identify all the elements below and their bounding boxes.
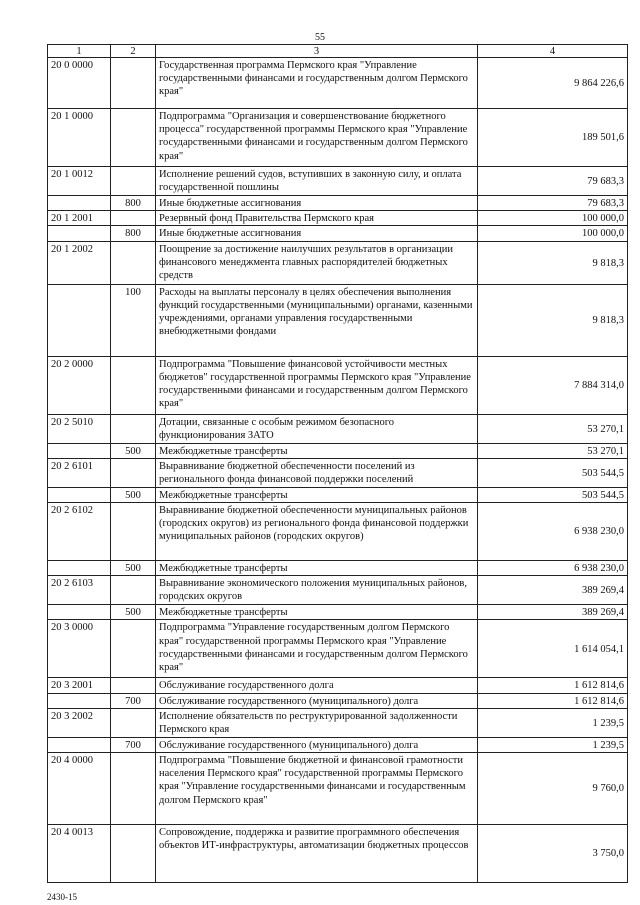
code-cell [48, 487, 111, 502]
table-row [48, 167, 628, 196]
type-cell [111, 58, 156, 109]
type-cell [111, 576, 156, 605]
code-cell [48, 226, 111, 241]
name-cell: Межбюджетные трансферты [156, 443, 478, 458]
code-cell [48, 284, 111, 356]
code-cell: 20 3 2001 [48, 678, 111, 693]
table-row [48, 414, 628, 443]
type-cell: 500 [111, 487, 156, 502]
type-cell: 800 [111, 226, 156, 241]
type-cell: 500 [111, 605, 156, 620]
code-cell: 20 1 0000 [48, 109, 111, 167]
type-cell [111, 414, 156, 443]
table-row [48, 211, 628, 226]
type-cell [111, 241, 156, 284]
name-cell: Обслуживание государственного (муниципального) долга [156, 737, 478, 752]
table-row [48, 561, 628, 576]
type-cell: 800 [111, 196, 156, 211]
table-row [48, 708, 628, 737]
table-row [48, 693, 628, 708]
type-cell [111, 708, 156, 737]
amount-cell: 79 683,3 [478, 167, 628, 196]
type-cell [111, 167, 156, 196]
name-cell: Межбюджетные трансферты [156, 561, 478, 576]
amount-cell: 6 938 230,0 [478, 503, 628, 561]
table-row [48, 109, 628, 167]
name-cell: Подпрограмма "Организация и совершенствование бюджетного процесса" государственной программы Пермского края "Управление государственными финансами и государственным долгом Пермского края" [156, 109, 478, 167]
code-cell: 20 3 2002 [48, 708, 111, 737]
code-cell: 20 2 6103 [48, 576, 111, 605]
table-row [48, 487, 628, 502]
type-cell: 700 [111, 737, 156, 752]
name-cell: Резервный фонд Правительства Пермского края [156, 211, 478, 226]
table-row [48, 356, 628, 414]
name-cell: Поощрение за достижение наилучших результатов в организации финансового менеджмента главных распорядителей бюджетных средств [156, 241, 478, 284]
amount-cell: 189 501,6 [478, 109, 628, 167]
code-cell: 20 2 6101 [48, 458, 111, 487]
table-row [48, 241, 628, 284]
code-cell: 20 3 0000 [48, 620, 111, 678]
name-cell: Расходы на выплаты персоналу в целях обеспечения выполнения функций государственными (муниципальными) органами, казенными учреждениями, органами управления государственными внебюджетными фондами [156, 284, 478, 356]
table-row [48, 226, 628, 241]
name-cell: Выравнивание бюджетной обеспеченности муниципальных районов (городских округов) из регионального фонда финансовой поддержки муниципальных районов (городских округов) [156, 503, 478, 561]
table-row [48, 620, 628, 678]
type-cell [111, 109, 156, 167]
amount-cell: 1 612 814,6 [478, 693, 628, 708]
name-cell: Исполнение решений судов, вступивших в законную силу, и оплата государственной пошлины [156, 167, 478, 196]
name-cell: Выравнивание экономического положения муниципальных районов, городских округов [156, 576, 478, 605]
header-row [48, 45, 628, 58]
amount-cell: 53 270,1 [478, 443, 628, 458]
code-cell: 20 0 0000 [48, 58, 111, 109]
document-code: 2430-15 [47, 892, 77, 902]
table-row [48, 443, 628, 458]
name-cell: Подпрограмма "Повышение финансовой устойчивости местных бюджетов" государственной программы Пермского края "Управление государственными финансами и государственным долгом Пермского края" [156, 356, 478, 414]
code-cell: 20 2 5010 [48, 414, 111, 443]
table-row [48, 576, 628, 605]
name-cell: Межбюджетные трансферты [156, 487, 478, 502]
type-cell [111, 211, 156, 226]
table-row [48, 737, 628, 752]
type-cell: 500 [111, 561, 156, 576]
code-cell: 20 1 2001 [48, 211, 111, 226]
page-number: 55 [315, 32, 325, 43]
amount-cell: 503 544,5 [478, 487, 628, 502]
amount-cell: 53 270,1 [478, 414, 628, 443]
amount-cell: 1 614 054,1 [478, 620, 628, 678]
amount-cell: 7 884 314,0 [478, 356, 628, 414]
type-cell [111, 753, 156, 825]
amount-cell: 389 269,4 [478, 605, 628, 620]
amount-cell: 100 000,0 [478, 226, 628, 241]
type-cell [111, 356, 156, 414]
name-cell: Иные бюджетные ассигнования [156, 196, 478, 211]
amount-cell: 503 544,5 [478, 458, 628, 487]
code-cell [48, 196, 111, 211]
table-row [48, 605, 628, 620]
code-cell: 20 2 6102 [48, 503, 111, 561]
code-cell: 20 4 0013 [48, 825, 111, 883]
header-col-3: 3 [156, 45, 478, 58]
table-row [48, 196, 628, 211]
name-cell: Сопровождение, поддержка и развитие программного обеспечения объектов ИТ-инфраструктуры, автоматизации бюджетных процессов [156, 825, 478, 883]
table-row [48, 678, 628, 693]
amount-cell: 1 612 814,6 [478, 678, 628, 693]
amount-cell: 3 750,0 [478, 825, 628, 883]
name-cell: Выравнивание бюджетной обеспеченности поселений из регионального фонда финансовой поддержки поселений [156, 458, 478, 487]
type-cell [111, 678, 156, 693]
amount-cell: 9 818,3 [478, 241, 628, 284]
type-cell: 500 [111, 443, 156, 458]
amount-cell: 1 239,5 [478, 737, 628, 752]
name-cell: Подпрограмма "Управление государственным долгом Пермского края" государственной программы Пермского края "Управление государственными финансами и государственным долгом Пермского края" [156, 620, 478, 678]
code-cell [48, 605, 111, 620]
name-cell: Обслуживание государственного (муниципального) долга [156, 693, 478, 708]
name-cell: Иные бюджетные ассигнования [156, 226, 478, 241]
amount-cell: 9 760,0 [478, 753, 628, 825]
code-cell: 20 1 2002 [48, 241, 111, 284]
code-cell [48, 443, 111, 458]
amount-cell: 389 269,4 [478, 576, 628, 605]
type-cell [111, 620, 156, 678]
table-row [48, 458, 628, 487]
type-cell [111, 458, 156, 487]
name-cell: Дотации, связанные с особым режимом безопасного функционирования ЗАТО [156, 414, 478, 443]
header-col-2: 2 [111, 45, 156, 58]
name-cell: Подпрограмма "Повышение бюджетной и финансовой грамотности населения Пермского края" государственной программы Пермского края "Управление государственными финансами и государственным долгом Пермского края" [156, 753, 478, 825]
header-col-4: 4 [478, 45, 628, 58]
table-row [48, 58, 628, 109]
table-row [48, 503, 628, 561]
budget-table [47, 44, 628, 883]
code-cell: 20 4 0000 [48, 753, 111, 825]
type-cell: 100 [111, 284, 156, 356]
amount-cell: 100 000,0 [478, 211, 628, 226]
table-row [48, 825, 628, 883]
code-cell [48, 561, 111, 576]
type-cell: 700 [111, 693, 156, 708]
amount-cell: 9 818,3 [478, 284, 628, 356]
amount-cell: 9 864 226,6 [478, 58, 628, 109]
amount-cell: 79 683,3 [478, 196, 628, 211]
name-cell: Государственная программа Пермского края "Управление государственными финансами и государственным долгом Пермского края" [156, 58, 478, 109]
code-cell: 20 1 0012 [48, 167, 111, 196]
table-row [48, 753, 628, 825]
name-cell: Исполнение обязательств по реструктурированной задолженности Пермского края [156, 708, 478, 737]
type-cell [111, 503, 156, 561]
header-col-1: 1 [48, 45, 111, 58]
name-cell: Межбюджетные трансферты [156, 605, 478, 620]
code-cell: 20 2 0000 [48, 356, 111, 414]
type-cell [111, 825, 156, 883]
amount-cell: 1 239,5 [478, 708, 628, 737]
code-cell [48, 737, 111, 752]
table-row [48, 284, 628, 356]
name-cell: Обслуживание государственного долга [156, 678, 478, 693]
code-cell [48, 693, 111, 708]
amount-cell: 6 938 230,0 [478, 561, 628, 576]
